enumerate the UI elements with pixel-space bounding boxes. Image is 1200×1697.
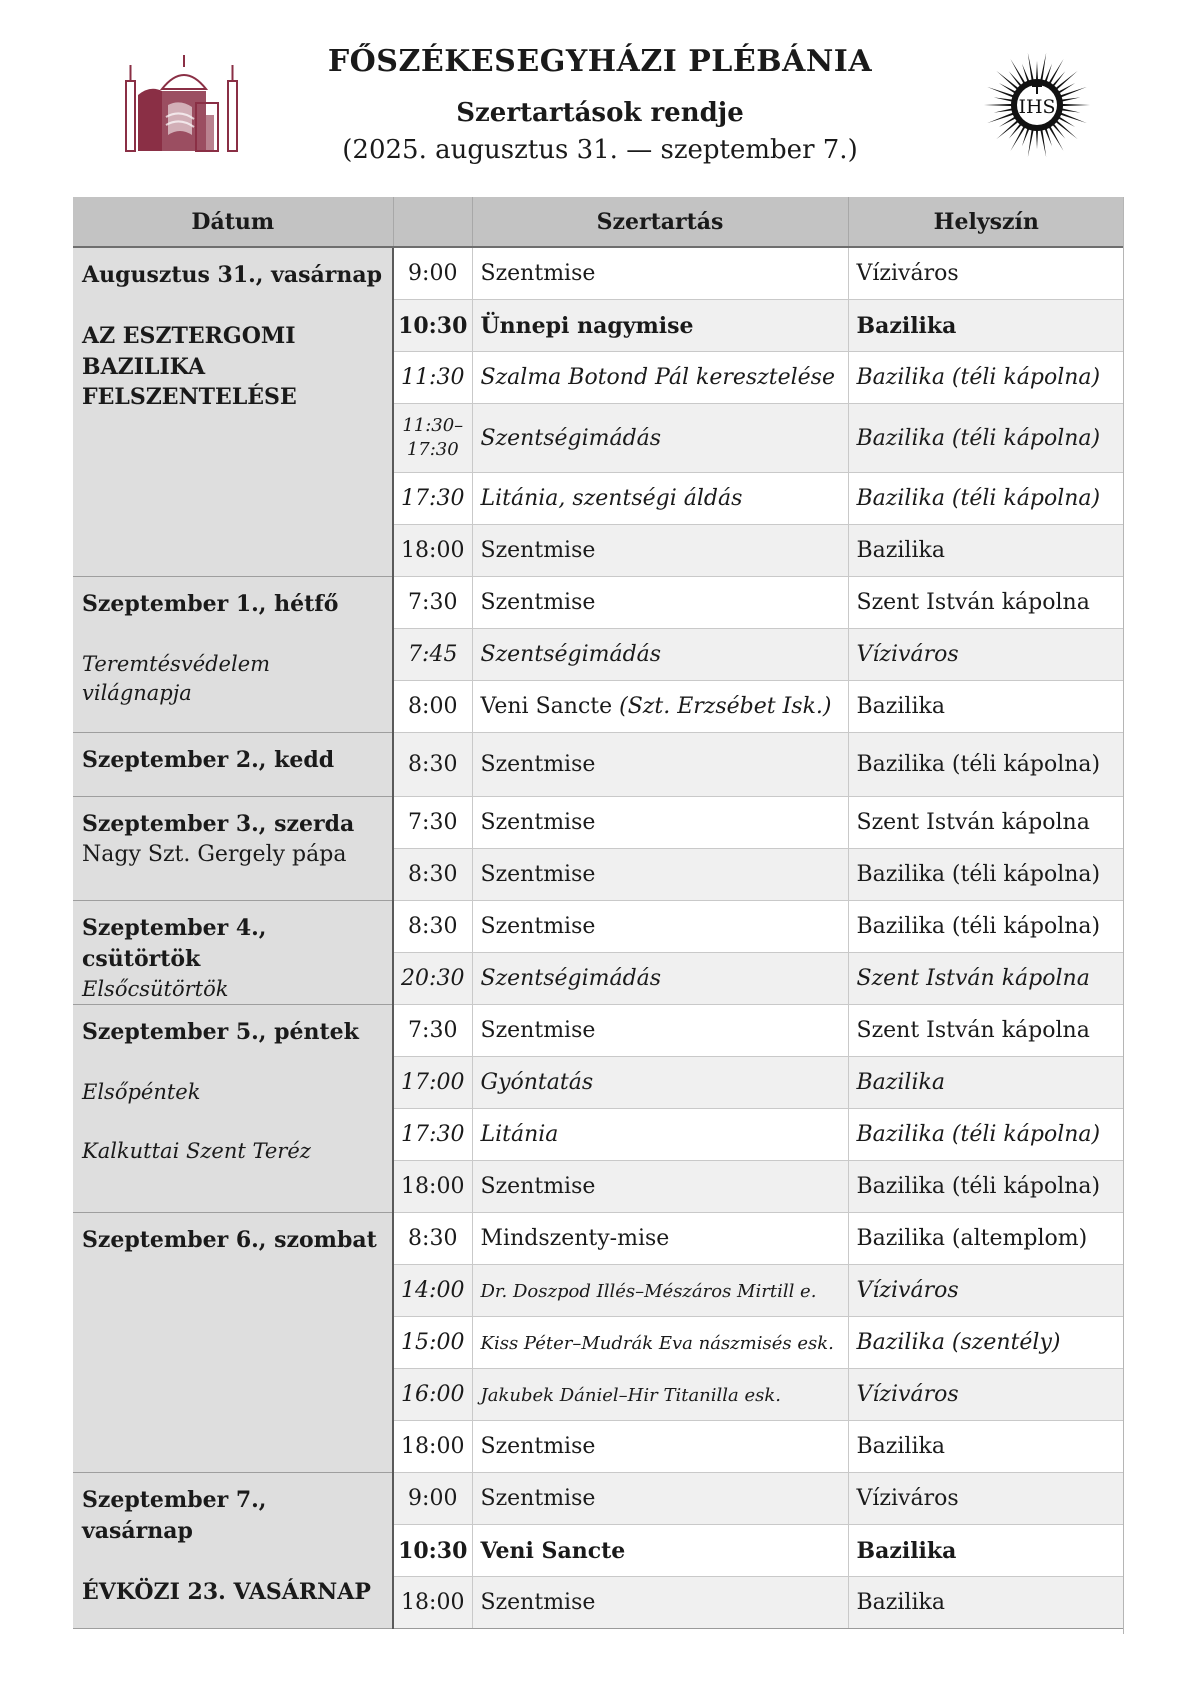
day-note: Elsőcsütörtök — [82, 976, 229, 1001]
event-place: Bazilika (téli kápolna) — [848, 404, 1124, 473]
event-service — [472, 1213, 848, 1265]
event-time: 7:30 — [393, 577, 472, 629]
event-place: Bazilika (téli kápolna) — [848, 733, 1124, 797]
event-time: 9:00 — [393, 1473, 472, 1525]
service-name: Szentségimádás — [480, 642, 662, 667]
day-date: Augusztus 31., vasárnap — [82, 262, 383, 288]
event-time: 8:30 — [393, 733, 472, 797]
service-name: Mindszenty-mise — [480, 1226, 670, 1251]
event-place: Bazilika (téli kápolna) — [848, 901, 1124, 953]
day-note: AZ ESZTERGOMI BAZILIKA FELSZENTELÉSE — [82, 322, 297, 411]
event-place: Bazilika — [848, 1577, 1124, 1629]
service-name: Szentmise — [480, 1590, 596, 1615]
event-place: Bazilika — [848, 300, 1124, 352]
day-cell — [73, 1005, 393, 1213]
service-name: Litánia, szentségi áldás — [480, 486, 743, 511]
service-name: Szentségimádás — [480, 966, 662, 991]
event-time: 17:30 — [393, 1109, 472, 1161]
service-name: Szentmise — [480, 1486, 596, 1511]
event-place: Bazilika (altemplom) — [848, 1213, 1124, 1265]
schedule-table — [73, 197, 1124, 1629]
event-time: 17:00 — [393, 1057, 472, 1109]
service-name: Dr. Doszpod Illés–Mészáros Mirtill e. — [480, 1281, 817, 1302]
event-place: Bazilika (téli kápolna) — [848, 352, 1124, 404]
service-name: Szentmise — [480, 1018, 596, 1043]
event-service — [472, 473, 848, 525]
table-row — [73, 797, 1124, 849]
svg-text:IHS: IHS — [1018, 96, 1056, 118]
table-edge — [1123, 197, 1124, 1634]
event-service — [472, 247, 848, 300]
parish-title: FŐSZÉKESEGYHÁZI PLÉBÁNIA — [327, 44, 873, 79]
event-time: 11:30–17:30 — [393, 404, 472, 473]
event-service — [472, 1421, 848, 1473]
day-note: ÉVKÖZI 23. VASÁRNAP — [82, 1578, 371, 1605]
day-date: Szeptember 5., péntek — [82, 1019, 359, 1045]
service-name: Szentmise — [480, 1174, 596, 1199]
event-place: Bazilika (téli kápolna) — [848, 1161, 1124, 1213]
day-date: Szeptember 3., szerda — [82, 811, 355, 837]
day-note: Nagy Szt. Gergely pápa — [82, 841, 347, 867]
service-name: Szentmise — [480, 914, 596, 939]
service-name: Szentmise — [480, 752, 596, 777]
event-service — [472, 1005, 848, 1057]
header-time — [393, 197, 472, 247]
day-date: Szeptember 2., kedd — [82, 747, 335, 773]
day-cell — [73, 733, 393, 797]
day-date: Szeptember 6., szombat — [82, 1227, 377, 1253]
service-name: Litánia — [480, 1122, 559, 1147]
event-time: 9:00 — [393, 247, 472, 300]
service-name: Szentmise — [480, 1434, 596, 1459]
event-service — [472, 629, 848, 681]
service-name: Gyóntatás — [480, 1070, 594, 1095]
event-service — [472, 901, 848, 953]
event-service — [472, 733, 848, 797]
table-row — [73, 1213, 1124, 1265]
day-note: Elsőpéntek — [82, 1079, 201, 1104]
event-time: 10:30 — [393, 1525, 472, 1577]
day-cell — [73, 797, 393, 901]
event-service — [472, 352, 848, 404]
event-time: 8:00 — [393, 681, 472, 733]
event-place: Víziváros — [848, 247, 1124, 300]
event-service — [472, 1265, 848, 1317]
day-date: Szeptember 7., vasárnap — [82, 1487, 267, 1544]
schedule-body — [73, 247, 1124, 1629]
day-cell — [73, 1473, 393, 1629]
event-time: 18:00 — [393, 1421, 472, 1473]
event-service — [472, 404, 848, 473]
event-place: Víziváros — [848, 1265, 1124, 1317]
sun-ray — [987, 87, 1015, 98]
service-name: Szentmise — [480, 862, 596, 887]
header-place: Helyszín — [848, 197, 1124, 247]
event-place: Víziváros — [848, 629, 1124, 681]
event-place: Szent István kápolna — [848, 1005, 1124, 1057]
event-time: 18:00 — [393, 1577, 472, 1629]
event-service — [472, 953, 848, 1005]
service-name: Veni Sancte — [480, 694, 613, 719]
service-note: (Szt. Erzsébet Isk.) — [619, 694, 832, 719]
day-date: Szeptember 1., hétfő — [82, 591, 339, 617]
event-time: 15:00 — [393, 1317, 472, 1369]
service-name: Szentmise — [480, 261, 596, 286]
service-name: Szentmise — [480, 810, 596, 835]
service-name: Szentségimádás — [480, 425, 662, 451]
event-place: Bazilika — [848, 1421, 1124, 1473]
table-row — [73, 901, 1124, 953]
event-service — [472, 300, 848, 352]
event-time: 8:30 — [393, 901, 472, 953]
event-place: Bazilika (szentély) — [848, 1317, 1124, 1369]
day-note: Kalkuttai Szent Teréz — [82, 1139, 311, 1164]
sun-ray — [1059, 87, 1087, 98]
event-service — [472, 1577, 848, 1629]
service-name: Jakubek Dániel–Hir Titanilla esk. — [480, 1385, 782, 1406]
event-service — [472, 525, 848, 577]
event-time: 11:30 — [393, 352, 472, 404]
header-service: Szertartás — [472, 197, 848, 247]
event-time: 7:30 — [393, 1005, 472, 1057]
service-name: Szentmise — [480, 538, 596, 563]
event-place: Bazilika (téli kápolna) — [848, 849, 1124, 901]
event-service — [472, 1109, 848, 1161]
event-place: Szent István kápolna — [848, 953, 1124, 1005]
service-name: Szentmise — [480, 590, 596, 615]
event-service — [472, 849, 848, 901]
event-service — [472, 1161, 848, 1213]
event-time: 17:30 — [393, 473, 472, 525]
event-time: 20:30 — [393, 953, 472, 1005]
table-row — [73, 1005, 1124, 1057]
event-place: Szent István kápolna — [848, 577, 1124, 629]
event-service — [472, 1317, 848, 1369]
service-name: Veni Sancte — [480, 1537, 626, 1564]
event-service — [472, 1525, 848, 1577]
event-time: 8:30 — [393, 849, 472, 901]
event-time: 16:00 — [393, 1369, 472, 1421]
table-row — [73, 577, 1124, 629]
day-date: Szeptember 4., csütörtök — [82, 915, 267, 972]
event-place: Víziváros — [848, 1369, 1124, 1421]
day-cell — [73, 577, 393, 733]
event-service — [472, 797, 848, 849]
event-place: Bazilika (téli kápolna) — [848, 473, 1124, 525]
day-cell — [73, 1213, 393, 1473]
service-name: Ünnepi nagymise — [480, 312, 694, 339]
day-cell — [73, 247, 393, 577]
event-service — [472, 577, 848, 629]
day-note: Teremtésvédelem világnapja — [82, 651, 271, 706]
event-time: 7:45 — [393, 629, 472, 681]
event-time: 18:00 — [393, 1161, 472, 1213]
service-name: Szalma Botond Pál keresztelése — [480, 365, 835, 390]
event-time: 18:00 — [393, 525, 472, 577]
event-place: Bazilika (téli kápolna) — [848, 1109, 1124, 1161]
event-place: Szent István kápolna — [848, 797, 1124, 849]
table-row — [73, 247, 1124, 300]
event-time: 14:00 — [393, 1265, 472, 1317]
event-service — [472, 681, 848, 733]
service-name: Kiss Péter–Mudrák Eva nászmisés esk. — [480, 1333, 834, 1354]
event-place: Bazilika — [848, 1525, 1124, 1577]
day-cell — [73, 901, 393, 1005]
event-place: Bazilika — [848, 525, 1124, 577]
event-place: Víziváros — [848, 1473, 1124, 1525]
event-place: Bazilika — [848, 681, 1124, 733]
event-place: Bazilika — [848, 1057, 1124, 1109]
event-time: 10:30 — [393, 300, 472, 352]
date-range: (2025. augusztus 31. — szeptember 7.) — [342, 135, 858, 165]
event-time: 7:30 — [393, 797, 472, 849]
event-service — [472, 1473, 848, 1525]
header-date: Dátum — [73, 197, 393, 247]
table-row — [73, 1473, 1124, 1525]
table-header-row — [73, 197, 1124, 247]
event-time: 8:30 — [393, 1213, 472, 1265]
schedule-subtitle: Szertartások rendje — [456, 98, 744, 128]
event-service — [472, 1369, 848, 1421]
event-service — [472, 1057, 848, 1109]
table-row — [73, 733, 1124, 797]
